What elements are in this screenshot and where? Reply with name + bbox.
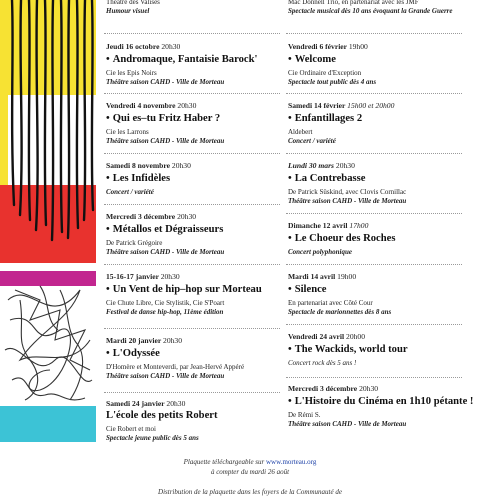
event-left-2: [106, 101, 282, 145]
event-right-4: [288, 221, 488, 256]
divider: [286, 213, 462, 214]
divider: [104, 33, 280, 34]
event-detail: Théâtre saison CAHD - Ville de Morteau: [288, 420, 407, 428]
event-detail: Spectacle de marionnettes dès 8 ans: [288, 308, 392, 316]
event-right-0: [288, 0, 498, 15]
event-detail: De Rémi S.: [288, 411, 321, 419]
bullet-icon: •: [106, 224, 110, 235]
event-date: Vendredi 4 novembre 20h30: [106, 101, 197, 110]
event-detail: Festival de danse hip-hop, 11ème édition: [106, 308, 224, 316]
event-detail: Aldebert: [288, 128, 313, 136]
event-right-1: [288, 42, 488, 86]
event-right-7: [288, 384, 500, 428]
event-title: • Silence: [288, 284, 327, 295]
divider: [104, 93, 280, 94]
event-detail: Théâtre saison CAHD - Ville de Morteau: [106, 372, 225, 380]
event-title: • Welcome: [288, 54, 336, 65]
website-link[interactable]: www.morteau.org: [266, 458, 317, 466]
event-date: Mardi 14 avril 19h00: [288, 272, 357, 281]
event-title: • L'Odyssée: [106, 348, 160, 359]
event-date: Jeudi 16 octobre 20h30: [106, 42, 181, 51]
event-date: Samedi 24 janvier 20h30: [106, 399, 186, 408]
event-detail: Cie Robert et moi: [106, 425, 156, 433]
divider: [104, 328, 280, 329]
event-title: • Métallos et Dégraisseurs: [106, 224, 224, 235]
event-detail: Spectacle jeune public dès 5 ans: [106, 434, 199, 442]
bullet-icon: •: [288, 233, 292, 244]
event-date: Samedi 8 novembre 20h30: [106, 161, 191, 170]
event-left-4: [106, 212, 282, 256]
event-left-5: [106, 272, 284, 316]
event-detail: De Patrick Süskind, avec Clovis Cornillac: [288, 188, 407, 196]
event-detail: De Patrick Grégoire: [106, 239, 163, 247]
event-detail: Concert / variété: [106, 188, 154, 196]
event-title: • La Contrebasse: [288, 173, 366, 184]
event-date: Vendredi 24 avril 20h00: [288, 332, 366, 341]
event-date: Mercredi 3 décembre 20h30: [288, 384, 379, 393]
event-left-1: [106, 42, 282, 86]
event-date: Lundi 30 mars 20h30: [288, 161, 355, 170]
event-detail: Théâtre saison CAHD - Ville de Morteau: [106, 248, 225, 256]
event-title: • Un Vent de hip–hop sur Morteau: [106, 284, 262, 295]
event-detail: En partenariat avec Côté Cour: [288, 299, 373, 307]
divider: [286, 324, 462, 325]
bullet-icon: •: [288, 173, 292, 184]
event-detail: Concert rock dès 5 ans !: [288, 359, 357, 367]
decorative-art-strip: [0, 0, 96, 442]
event-title: • L'Histoire du Cinéma en 1h10 pétante !: [288, 396, 474, 407]
event-right-5: [288, 272, 488, 316]
event-detail: Théâtre saison CAHD - Ville de Morteau: [288, 197, 407, 205]
divider: [104, 153, 280, 154]
bullet-icon: •: [288, 396, 292, 407]
event-title: • Les Infidèles: [106, 173, 171, 184]
event-detail: Cie Ordinaire d'Exception: [288, 69, 362, 77]
event-title: • Enfantillages 2: [288, 113, 363, 124]
bullet-icon: •: [288, 113, 292, 124]
event-detail: Concert polyphonique: [288, 248, 352, 256]
event-right-2: [288, 101, 488, 145]
distribution-note: Distribution de la plaquette dans les foyers de la Communauté de: [158, 488, 342, 496]
event-title: • Le Choeur des Roches: [288, 233, 396, 244]
event-detail: Cie Chute Libre, Cie Stylistik, Cie S'Poart: [106, 299, 225, 307]
event-detail: D'Homère et Monteverdi, par Jean-Hervé Appéré: [106, 363, 245, 371]
event-title: • Andromaque, Fantaisie Barock': [106, 54, 258, 65]
event-date: Dimanche 12 avril 17h00: [288, 221, 369, 230]
event-title: L'école des petits Robert: [106, 410, 218, 421]
divider: [286, 93, 462, 94]
event-detail: Cie les Larrons: [106, 128, 149, 136]
event-title: • Qui es–tu Fritz Haber ?: [106, 113, 221, 124]
event-detail: Théâtre saison CAHD - Ville de Morteau: [106, 137, 225, 145]
event-detail: Spectacle tout public dès 4 ans: [288, 78, 377, 86]
divider: [286, 264, 462, 265]
bullet-icon: •: [288, 344, 292, 355]
event-left-7: [106, 399, 282, 442]
event-title: • The Wackids, world tour: [288, 344, 408, 355]
event-right-3: [288, 161, 488, 205]
bullet-icon: •: [288, 54, 292, 65]
event-date: Mercredi 3 décembre 20h30: [106, 212, 197, 221]
download-note: Plaquette téléchargeable sur www.morteau.org: [183, 458, 317, 466]
event-date: Samedi 14 février 15h00 et 20h00: [288, 101, 395, 110]
divider: [286, 153, 462, 154]
event-date: Mardi 20 janvier 20h30: [106, 336, 183, 345]
divider: [104, 392, 280, 393]
event-detail: Spectacle musical dès 10 ans évoquant la Grande Guerre: [288, 7, 453, 15]
bullet-icon: •: [106, 113, 110, 124]
event-detail: Théâtre des Valises: [106, 0, 160, 6]
availability-date: à compter du mardi 26 août: [210, 468, 290, 476]
event-detail: Théâtre saison CAHD - Ville de Morteau: [106, 78, 225, 86]
event-left-0: [106, 0, 281, 15]
bullet-icon: •: [106, 173, 110, 184]
event-detail: Cie les Epis Noirs: [106, 69, 157, 77]
divider: [104, 204, 280, 205]
bullet-icon: •: [106, 54, 110, 65]
divider: [104, 264, 280, 265]
event-right-6: [288, 332, 488, 367]
event-left-6: [106, 336, 282, 380]
event-date: 15-16-17 janvier 20h30: [106, 272, 180, 281]
event-detail: Humour visuel: [106, 7, 150, 15]
bullet-icon: •: [106, 284, 110, 295]
event-detail: Concert / variété: [288, 137, 336, 145]
bullet-icon: •: [106, 348, 110, 359]
divider: [286, 377, 462, 378]
event-date: Vendredi 6 février 19h00: [288, 42, 368, 51]
event-detail: Mac Donnell Trio, en partenariat avec les JMF: [288, 0, 419, 6]
event-left-3: [106, 161, 282, 196]
divider: [286, 33, 462, 34]
bullet-icon: •: [288, 284, 292, 295]
